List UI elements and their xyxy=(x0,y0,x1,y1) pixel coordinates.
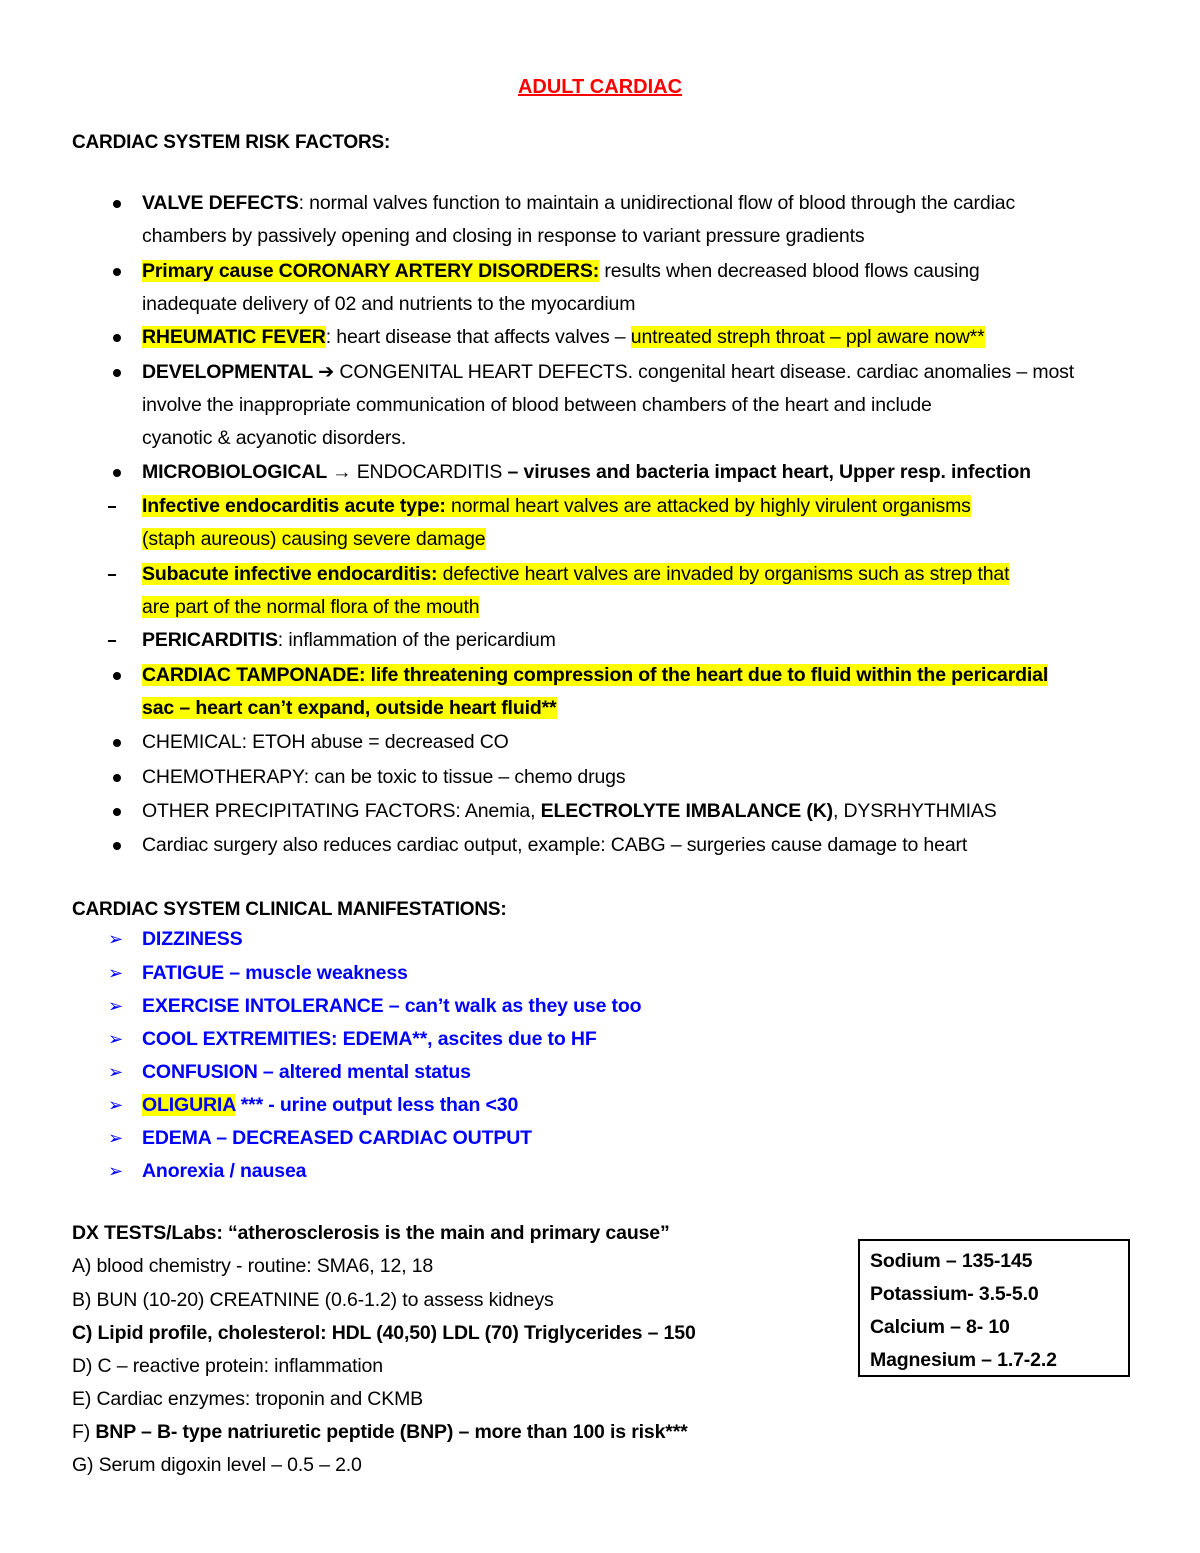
tamponade-text-2: sac – heart can’t expand, outside heart fluid** xyxy=(142,697,557,719)
other-end: , DYSRHYTHMIAS xyxy=(832,800,997,822)
risk-item-chemical: CHEMICAL: ETOH abuse = decreased CO xyxy=(142,731,509,753)
dx-item-a: A) blood chemistry - routine: SMA6, 12, 18 xyxy=(72,1255,434,1277)
other-text: OTHER PRECIPITATING FACTORS: Anemia, xyxy=(142,800,541,822)
coronary-text: results when decreased blood flows causing xyxy=(599,260,980,282)
microbiological-label: MICROBIOLOGICAL xyxy=(142,461,333,483)
right-arrow-icon: → xyxy=(332,461,352,483)
infective-text-2: (staph aureous) causing severe damage xyxy=(142,528,486,550)
dx-item-e: E) Cardiac enzymes: troponin and CKMB xyxy=(72,1388,424,1410)
electrolyte-ranges-box xyxy=(858,1239,1130,1377)
oliguria-label: OLIGURIA xyxy=(142,1094,236,1116)
page-title: ADULT CARDIAC xyxy=(517,76,683,98)
valve-text: : normal valves function to maintain a unidirectional flow of blood through the cardiac xyxy=(298,192,1016,214)
developmental-text: CONGENITAL HEART DEFECTS. congenital heart disease. cardiac anomalies – most xyxy=(334,361,1075,383)
risk-item-other xyxy=(142,795,1142,828)
developmental-text-3: cyanotic & acyanotic disorders. xyxy=(142,427,407,449)
magnesium-range: Magnesium – 1.7-2.2 xyxy=(870,1349,1057,1371)
microbiological-bold: – viruses and bacteria impact heart, Upper resp. infection xyxy=(507,461,1031,483)
risk-factors-heading: CARDIAC SYSTEM RISK FACTORS: xyxy=(72,132,391,153)
rheumatic-label: RHEUMATIC FEVER xyxy=(142,326,326,348)
dx-item-f-text: BNP – B- type natriuretic peptide (BNP) – more than 100 is risk*** xyxy=(95,1421,688,1443)
clinical-item: Anorexia / nausea xyxy=(142,1160,307,1182)
risk-item-valve xyxy=(142,187,1142,253)
dx-item-d: D) C – reactive protein: inflammation xyxy=(72,1355,383,1377)
clinical-item: EXERCISE INTOLERANCE – can’t walk as they use too xyxy=(142,995,642,1017)
coronary-label: Primary cause CORONARY ARTERY DISORDERS: xyxy=(142,260,600,282)
infective-label: Infective endocarditis acute type: xyxy=(142,495,446,517)
risk-item-subacute xyxy=(142,558,1142,624)
document-page: ADULT CARDIAC CARDIAC SYSTEM RISK FACTORS: VALVE DEFECTS: normal valves function to maintain a unidirectional flow of blood through the cardiac chambers by passively opening and closing in response to variant pressure gradients Primary cause CORONARY ARTERY DISORDERS: results when decreased blood flows causing inadequate delivery of 02 and nutrients to the myocardium RHEUMATIC FEVER: heart disease that affects valves – untreated streph throat – ppl aware now** DEVELOPMENTAL ➔ CONGENITAL HEART DEFECTS. congenital heart disease. cardiac anomalies – most involve the inappropriate communication of blood between chambers of the heart and include cyanotic & acyanotic disorders. MICROBIOLOGICAL → ENDOCARDITIS – viruses and bacteria impact heart, Upper resp. infection Infective endocarditis acute type: normal heart valves are attacked by highly virulent organisms (staph aureous) causing severe damage Subacute infective endocarditis: defective heart valves are invaded by organisms such as strep that are part of the normal flora of the mouth PERICARDITIS: inflammation of the pericardium CARDIAC TAMPONADE: life threatening compression of the heart due to fluid within the pericardial sac – heart can’t expand, outside heart fluid** CHEMICAL: ETOH abuse = decreased CO CHEMOTHERAPY: can be toxic to tissue – chemo drugs OTHER PRECIPITATING FACTORS: Anemia, ELECTROLYTE IMBALANCE (K), DYSRHYTHMIAS Cardiac surgery also reduces cardiac output, example: CABG – surgeries cause damage to heart CARDIAC SYSTEM CLINICAL MANIFESTATIONS: ➢ DIZZINESS ➢ FATIGUE – muscle weakness ➢ EXERCISE INTOLERANCE – can’t walk as they use too ➢ COOL EXTREMITIES: EDEMA**, ascites due to HF ➢ CONFUSION – altered mental status ➢ OLIGURIA *** - urine output less than <30 ➢ EDEMA – DECREASED CARDIAC OUTPUT ➢ Anorexia / nausea DX TESTS/Labs: “atherosclerosis is the main and primary cause” A) blood chemistry - routine: SMA6, 12, 18 B) BUN (10-20) CREATNINE (0.6-1.2) to assess kidneys C) Lipid profile, cholesterol: HDL (40,50) LDL (70) Triglycerides – 150 D) C – reactive protein: inflammation E) Cardiac enzymes: troponin and CKMB F) BNP – B- type natriuretic peptide (BNP) – more than 100 is risk*** G) Serum digoxin level – 0.5 – 2.0 Sodium – 135-145 Potassium- 3.5-5.0 Calcium – 8- 10 Magnesium – 1.7-2.2 xyxy=(0,0,1200,1553)
sodium-range: Sodium – 135-145 xyxy=(870,1250,1033,1272)
valve-label: VALVE DEFECTS xyxy=(142,192,299,214)
electrolyte-imbalance: ELECTROLYTE IMBALANCE (K) xyxy=(540,800,833,822)
clinical-item: EDEMA – DECREASED CARDIAC OUTPUT xyxy=(142,1127,532,1149)
dx-item-f-prefix: F) xyxy=(72,1421,96,1443)
subacute-label: Subacute infective endocarditis: xyxy=(142,563,438,585)
tamponade-text: CARDIAC TAMPONADE: life threatening compression of the heart due to fluid within the pericardial xyxy=(142,664,1049,686)
dx-item-c: C) Lipid profile, cholesterol: HDL (40,50) LDL (70) Triglycerides – 150 xyxy=(72,1322,696,1344)
potassium-range: Potassium- 3.5-5.0 xyxy=(870,1283,1039,1305)
calcium-range: Calcium – 8- 10 xyxy=(870,1316,1010,1338)
risk-item-chemotherapy: CHEMOTHERAPY: can be toxic to tissue – chemo drugs xyxy=(142,766,626,788)
rheumatic-highlight: untreated streph throat – ppl aware now** xyxy=(630,326,985,348)
risk-item-surgery: Cardiac surgery also reduces cardiac output, example: CABG – surgeries cause damage to heart xyxy=(142,834,968,856)
pericarditis-text: : inflammation of the pericardium xyxy=(277,629,556,651)
risk-item-infective xyxy=(142,490,1142,556)
clinical-item: DIZZINESS xyxy=(142,928,243,950)
risk-item-pericarditis xyxy=(142,624,1142,657)
dx-item-b: B) BUN (10-20) CREATNINE (0.6-1.2) to assess kidneys xyxy=(72,1289,554,1311)
dx-item-g: G) Serum digoxin level – 0.5 – 2.0 xyxy=(72,1454,362,1476)
clinical-item: FATIGUE – muscle weakness xyxy=(142,962,408,984)
subacute-text-2: are part of the normal flora of the mouth xyxy=(142,596,480,618)
pericarditis-label: PERICARDITIS xyxy=(142,629,278,651)
developmental-text-2: involve the inappropriate communication of blood between chambers of the heart and include xyxy=(142,394,932,416)
clinical-manifestations-heading: CARDIAC SYSTEM CLINICAL MANIFESTATIONS: xyxy=(72,899,507,920)
rheumatic-text: : heart disease that affects valves – xyxy=(325,326,631,348)
infective-text: normal heart valves are attacked by highly virulent organisms xyxy=(445,495,971,517)
dx-heading: DX TESTS/Labs: “atherosclerosis is the main and primary cause” xyxy=(72,1222,670,1244)
risk-item-coronary xyxy=(142,255,1142,321)
clinical-item: CONFUSION – altered mental status xyxy=(142,1061,471,1083)
subacute-text: defective heart valves are invaded by organisms such as strep that xyxy=(437,563,1010,585)
developmental-label: DEVELOPMENTAL xyxy=(142,361,318,383)
clinical-item: COOL EXTREMITIES: EDEMA**, ascites due to HF xyxy=(142,1028,597,1050)
risk-item-rheumatic xyxy=(142,321,1142,354)
coronary-text-2: inadequate delivery of 02 and nutrients to the myocardium xyxy=(142,293,636,315)
microbiological-text: ENDOCARDITIS xyxy=(351,461,508,483)
valve-text-2: chambers by passively opening and closing in response to variant pressure gradients xyxy=(142,225,865,247)
risk-item-tamponade xyxy=(142,659,1142,725)
oliguria-text: *** - urine output less than <30 xyxy=(240,1094,519,1116)
right-arrow-icon: ➔ xyxy=(317,361,335,383)
dx-item-f xyxy=(72,1416,688,1449)
risk-item-microbiological xyxy=(142,456,1142,489)
risk-item-developmental xyxy=(142,356,1142,455)
clinical-item xyxy=(142,1089,1142,1122)
